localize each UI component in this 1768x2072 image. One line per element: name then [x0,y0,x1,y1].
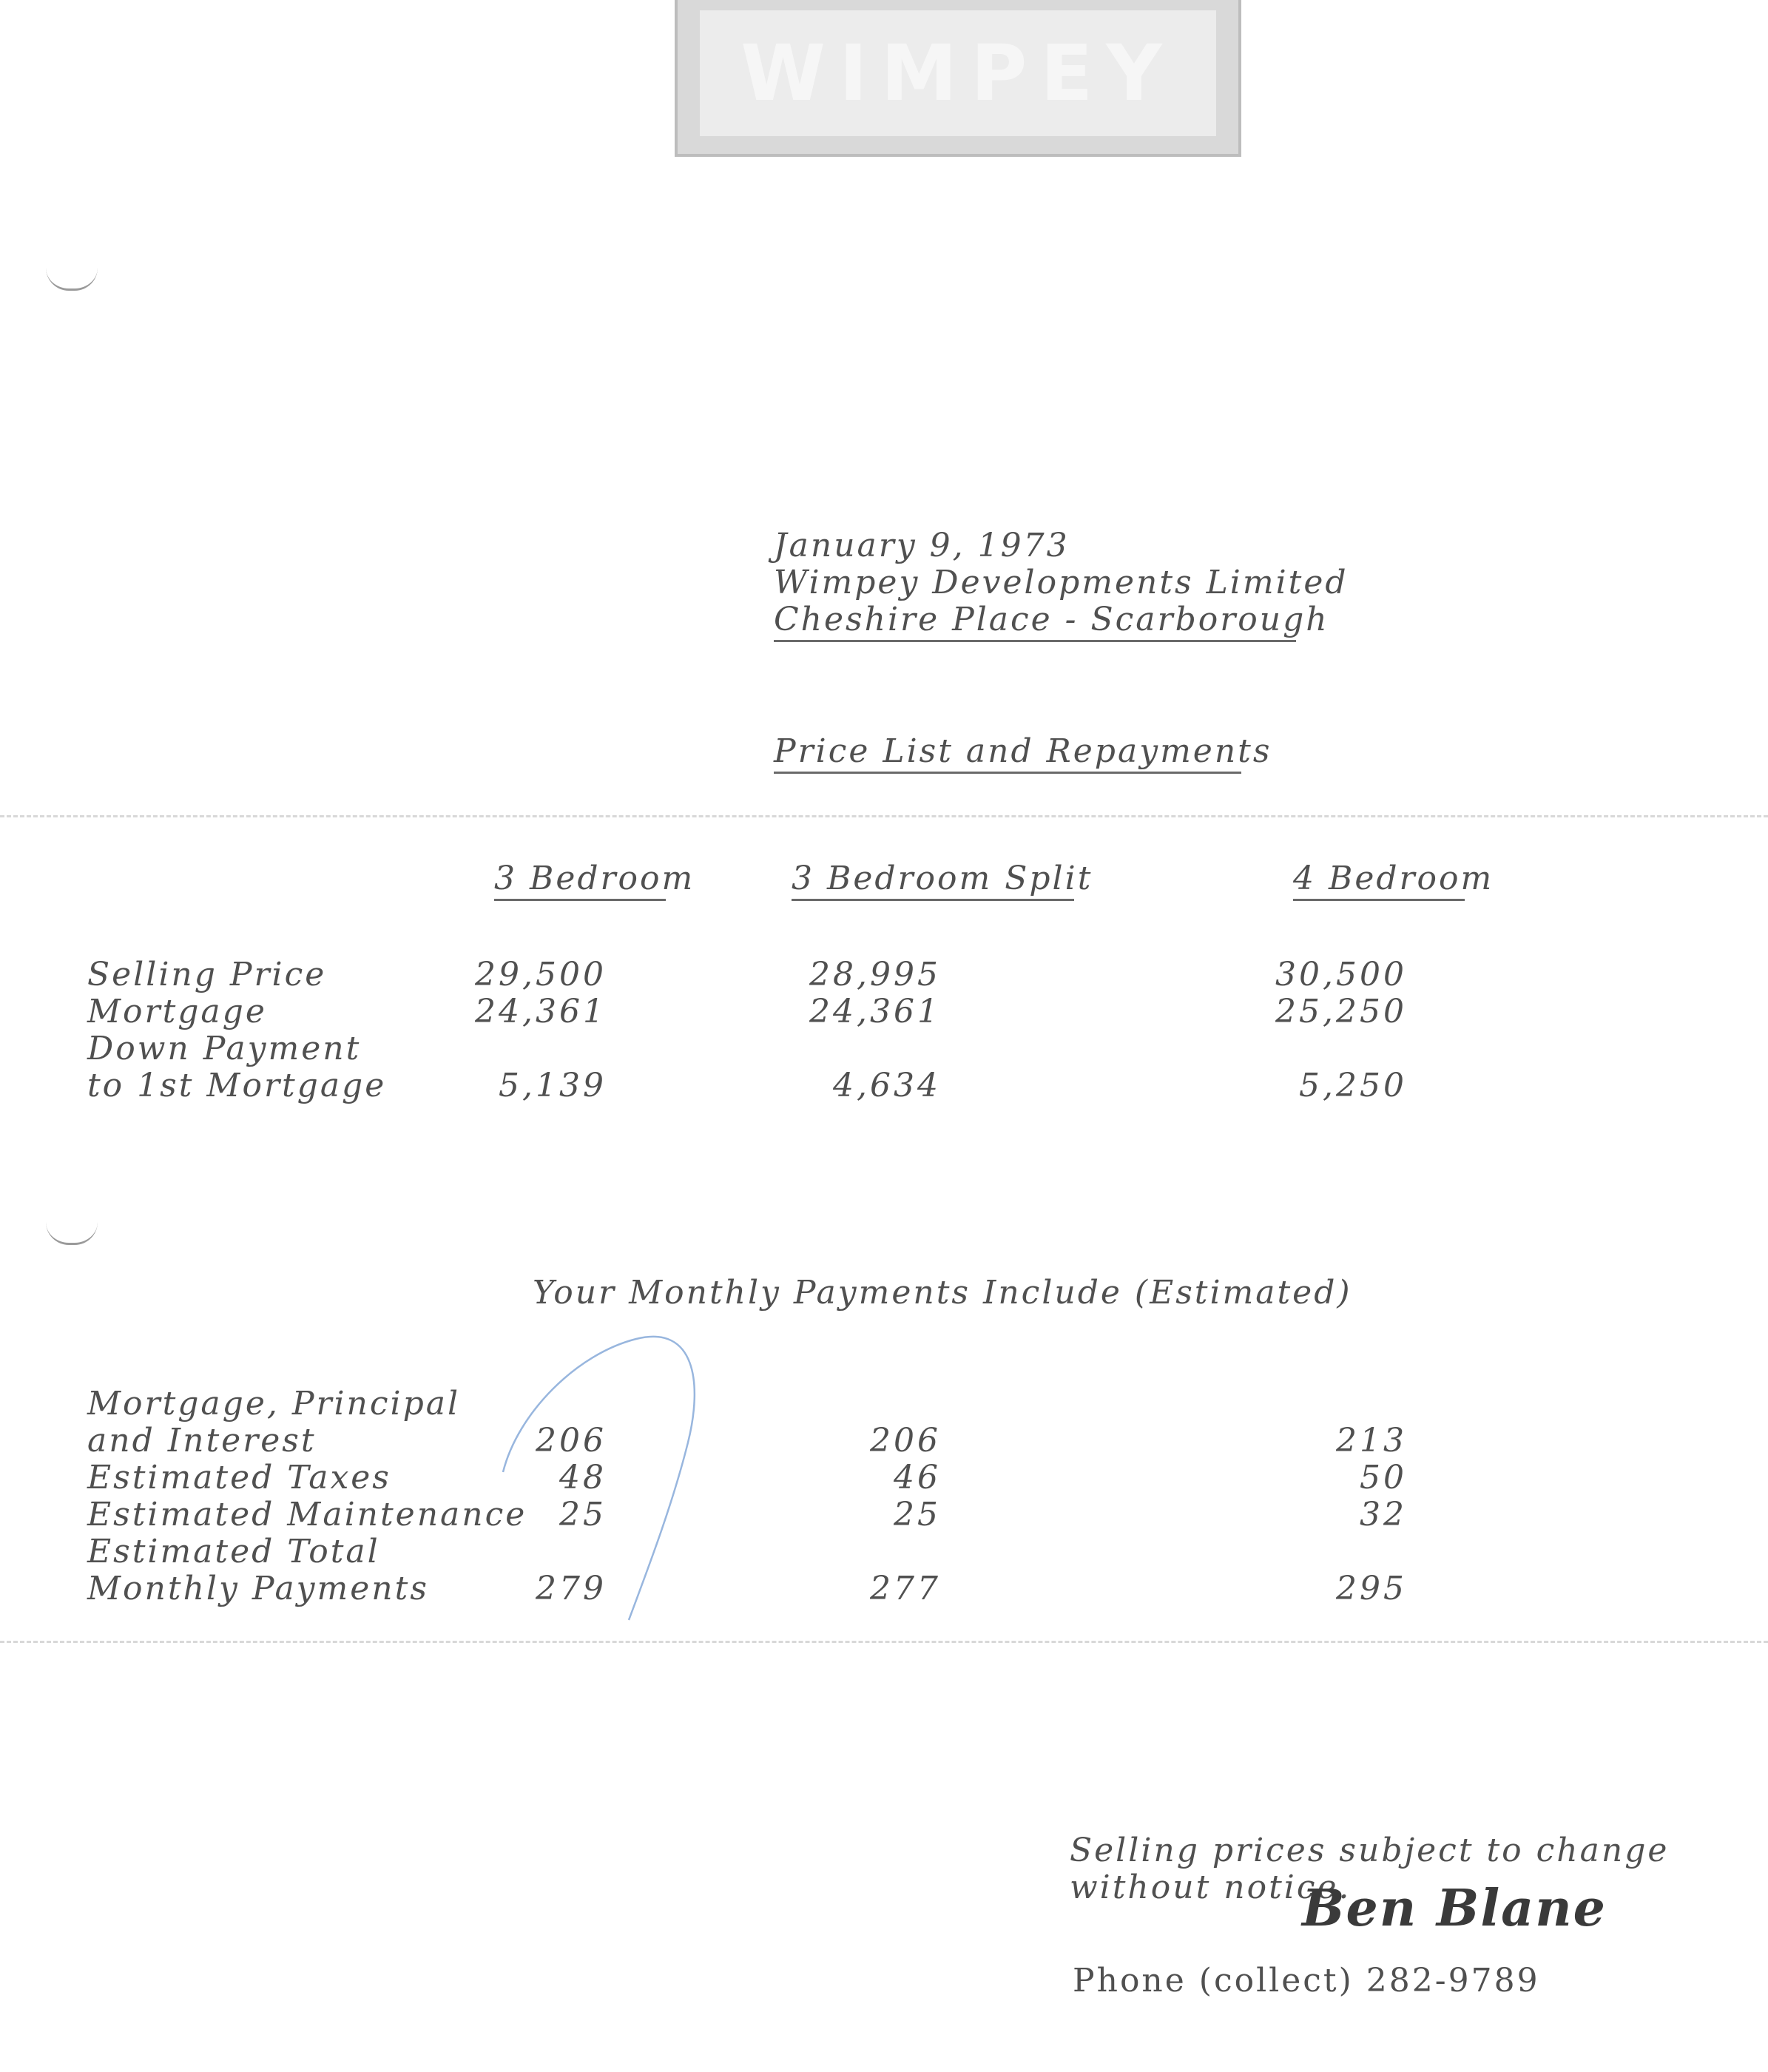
letterhead-panel [700,10,1216,136]
fold-line [0,815,1768,817]
cell-value: 279 [536,1570,607,1607]
row-label: Estimated Maintenance [87,1496,527,1533]
row-label: Selling Price [87,956,327,993]
cell-value: 48 [559,1459,607,1496]
document-date: January 9, 1973 [774,527,1070,564]
cell-value: 25 [559,1496,607,1533]
cell-value: 277 [870,1570,941,1607]
price-change-note: Selling prices subject to change [1070,1832,1670,1869]
cell-value: 213 [1336,1422,1407,1459]
row-label: Mortgage, Principal [87,1385,461,1423]
cell-value: 24,361 [475,993,607,1030]
cell-value: 32 [1360,1496,1407,1533]
punch-hole-mark [46,268,98,291]
cell-value: 25 [894,1496,941,1533]
cell-value: 4,634 [833,1067,941,1104]
company-name: Wimpey Developments Limited [774,564,1349,601]
cell-value: 295 [1336,1570,1407,1607]
letterhead-logo [675,0,1241,157]
row-label: Mortgage [87,993,267,1030]
monthly-payments-heading: Your Monthly Payments Include (Estimated) [533,1274,1352,1312]
page-title: Price List and Repayments [774,732,1241,774]
row-label: Estimated Total [87,1533,380,1570]
cell-value: 30,500 [1275,956,1407,993]
row-label: Estimated Taxes [87,1459,391,1496]
cell-value: 5,250 [1299,1067,1407,1104]
phone-number: Phone (collect) 282-9789 [1073,1962,1540,2000]
cell-value: 24,361 [809,993,941,1030]
signature: Ben Blane [1302,1879,1607,1938]
row-label-continued: Monthly Payments [87,1570,429,1607]
column-header-4-bedroom: 4 Bedroom [1293,860,1465,901]
row-label-continued: to 1st Mortgage [87,1067,387,1104]
fold-line [0,1641,1768,1643]
cell-value: 206 [536,1422,607,1459]
column-header-3-bedroom-split: 3 Bedroom Split [792,860,1074,901]
row-label-continued: and Interest [87,1422,317,1459]
cell-value: 206 [870,1422,941,1459]
price-change-note-continued: without notice. [1070,1869,1352,1906]
cell-value: 50 [1360,1459,1407,1496]
cell-value: 46 [894,1459,941,1496]
cell-value: 25,250 [1275,993,1407,1030]
project-location: Cheshire Place - Scarborough [774,601,1296,642]
cell-value: 29,500 [475,956,607,993]
column-header-3-bedroom: 3 Bedroom [494,860,666,901]
cell-value: 5,139 [499,1067,607,1104]
cell-value: 28,995 [809,956,941,993]
letterhead-text: WIMPEY [740,28,1175,118]
row-label: Down Payment [87,1030,362,1067]
punch-hole-mark [46,1222,98,1245]
